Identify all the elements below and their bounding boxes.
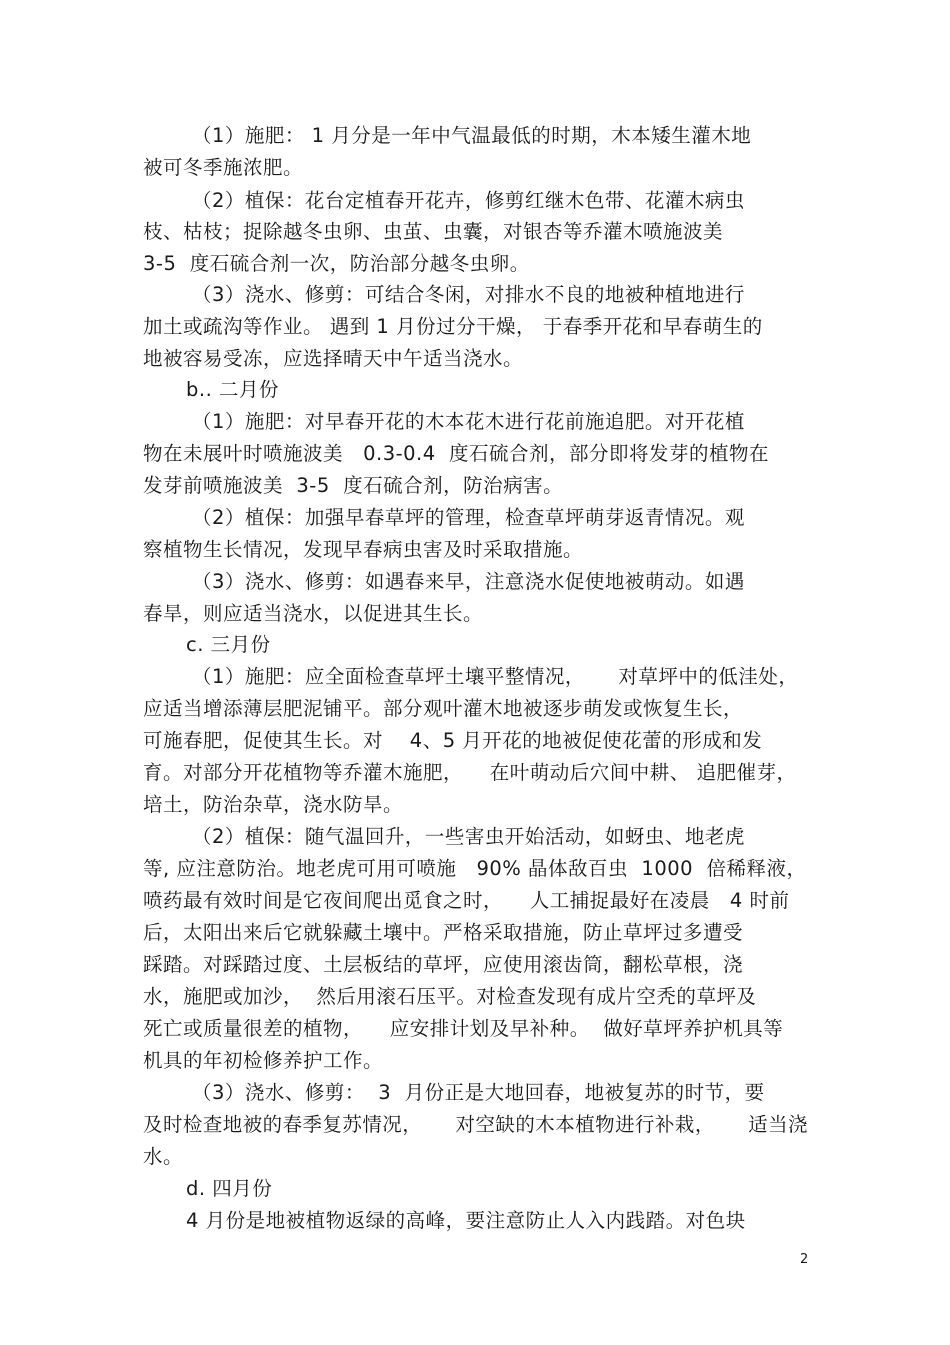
text-line: 育。对部分开花植物等乔灌木施肥， 在叶萌动后穴间中耕、 追肥催芽， [143,761,797,784]
text-line: 水。 [143,1145,184,1168]
text-line: （3）浇水、修剪：可结合冬闲，对排水不良的地被种植地进行 [192,283,745,306]
text-line: （3）浇水、修剪：如遇春来早，注意浇水促使地被萌动。如遇 [192,570,745,593]
text-line: 发芽前喷施波美 3-5 度石硫合剂，防治病害。 [143,474,564,497]
section-heading: b.. 二月份 [186,378,279,401]
text-line: （1）施肥：应全面检查草坪土壤平整情况， 对草坪中的低洼处， [192,665,799,688]
text-line: 及时检查地被的春季复苏情况， 对空缺的木本植物进行补栽， 适当浇 [143,1113,808,1136]
text-line: 枝、枯枝；捉除越冬虫卵、虫茧、虫囊，对银杏等乔灌木喷施波美 [143,220,724,243]
text-line: 等, 应注意防治。地老虎可用可喷施 90% 晶体敌百虫 1000 倍稀释液， [143,857,807,880]
text-line: 被可冬季施浓肥。 [143,156,304,179]
text-line: （2）植保：随气温回升，一些害虫开始活动，如蚜虫、地老虎 [192,825,745,848]
text-line: 喷药最有效时间是它夜间爬出觅食之时， 人工捕捉最好在凌晨 4 时前 [143,889,790,912]
text-line: 死亡或质量很差的植物， 应安排计划及早补种。 做好草坪养护机具等 [143,1017,784,1040]
text-line: 春旱，则应适当浇水，以促进其生长。 [143,602,484,625]
text-line: 机具的年初检修养护工作。 [143,1049,384,1072]
text-line: 地被容易受冻，应选择晴天中午适当浇水。 [143,347,524,370]
section-heading: d. 四月份 [186,1177,273,1200]
text-line: 加土或疏沟等作业。 遇到 1 月份过分干燥， 于春季开花和早春萌生的 [143,315,763,338]
text-line: （2）植保：加强早春草坪的管理，检查草坪萌芽返青情况。观 [192,506,745,529]
text-line: 4 月份是地被植物返绿的高峰，要注意防止人入内践踏。对色块 [186,1209,746,1232]
text-line: （3）浇水、修剪： 3 月份正是大地回春，地被复苏的时节，要 [192,1081,765,1104]
text-line: （1）施肥： 1 月分是一年中气温最低的时期，木本矮生灌木地 [192,124,752,147]
text-line: （1）施肥：对早春开花的木本花木进行花前施追肥。对开花植 [192,410,745,433]
text-line: 踩踏。对踩踏过度、土层板结的草坪，应使用滚齿筒，翻松草根，浇 [143,953,744,976]
page-number: 2 [800,1252,809,1267]
text-line: 物在未展叶时喷施波美 0.3-0.4 度石硫合剂，部分即将发芽的植物在 [143,442,770,465]
text-line: 可施春肥，促使其生长。对 4、5 月开花的地被促使花蕾的形成和发 [143,729,763,752]
text-line: （2）植保：花台定植春开花卉，修剪红继木色带、花灌木病虫 [192,189,745,212]
text-line: 察植物生长情况，发现早春病虫害及时采取措施。 [143,538,584,561]
text-line: 水，施肥或加沙， 然后用滚石压平。对检查发现有成片空秃的草坪及 [143,985,757,1008]
text-line: 后，太阳出来后它就躲藏土壤中。严格采取措施，防止草坪过多遭受 [143,921,744,944]
text-line: 培土，防治杂草，浇水防旱。 [143,793,404,816]
section-heading: c. 三月份 [186,633,271,656]
text-line: 应适当增添薄层肥泥铺平。部分观叶灌木地被逐步萌发或恢复生长， [143,697,744,720]
text-line: 3-5 度石硫合剂一次，防治部分越冬虫卵。 [143,252,530,275]
